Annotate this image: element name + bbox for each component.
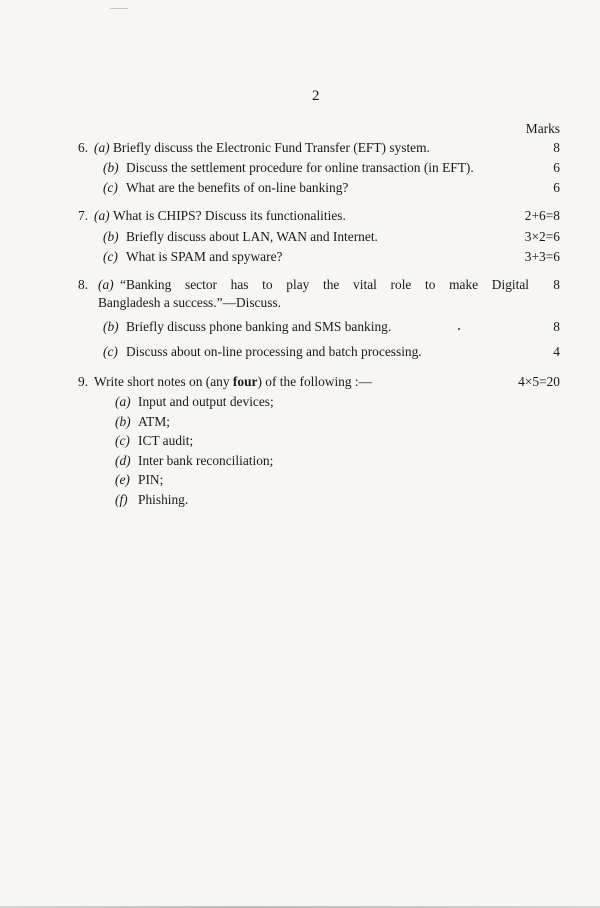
part-text: What is CHIPS? Discuss its functionalities. [113,208,346,223]
part-label: (a) [94,208,110,223]
question-8c [0,342,600,362]
short-note-item [0,451,600,471]
question-6b [0,158,600,178]
item-label: (d) [115,453,131,468]
part-marks: 8 [553,140,560,155]
part-marks: 6 [553,160,560,175]
short-note-item [0,490,600,510]
scan-speck [458,328,460,330]
part-label: (b) [103,319,119,334]
part-label: (c) [103,344,118,359]
question-7a [0,206,600,226]
part-marks: 6 [553,180,560,195]
part-text: What is SPAM and spyware? [126,249,283,264]
item-label: (c) [115,433,130,448]
question-number: 9. [78,374,89,389]
item-text: Inter bank reconciliation; [138,453,274,468]
item-label: (b) [115,414,131,429]
stem-after: ) of the following :— [257,374,373,389]
item-text: ICT audit; [138,433,194,448]
question-stem [94,372,372,392]
question-9-stem [0,372,600,392]
part-label: (a) [98,277,114,292]
part-text-line-1: “Banking sector has to play the vital role to make Digital [120,277,529,292]
part-marks: 4 [553,344,560,359]
part-marks: 3×2=6 [524,229,560,244]
question-7c [0,247,600,267]
part-label: (a) [94,140,110,155]
scan-mark [110,8,128,9]
part-text: Discuss the settlement procedure for online transaction (in EFT). [126,160,474,175]
question-marks: 4×5=20 [518,374,560,389]
stem-before: Write short notes on (any [94,374,233,389]
question-number: 8. [78,277,89,292]
short-note-item [0,412,600,432]
item-label: (e) [115,472,130,487]
part-label: (b) [103,229,119,244]
short-note-item [0,470,600,490]
item-text: ATM; [138,414,170,429]
part-label: (c) [103,180,118,195]
part-marks: 3+3=6 [524,249,560,264]
part-text: Briefly discuss about LAN, WAN and Internet. [126,229,378,244]
part-label: (b) [103,160,119,175]
question-8b [0,317,600,337]
short-note-item [0,392,600,412]
part-text: Briefly discuss phone banking and SMS banking. [126,319,392,334]
stem-bold: four [232,374,258,389]
marks-column-heading: Marks [525,121,560,136]
question-6a [0,138,600,158]
part-text: Discuss about on-line processing and batch processing. [126,344,422,359]
part-text: What are the benefits of on-line banking? [126,180,349,195]
item-text: Phishing. [138,492,189,507]
item-text: Input and output devices; [138,394,274,409]
item-label: (a) [115,394,131,409]
question-number: 6. [78,140,89,155]
part-marks: 8 [553,277,560,292]
part-text: Briefly discuss the Electronic Fund Transfer (EFT) system. [113,140,430,155]
page-number: 2 [312,88,320,104]
question-6c [0,178,600,198]
item-text: PIN; [138,472,164,487]
part-marks: 2+6=8 [524,208,560,223]
question-7b [0,227,600,247]
question-number: 7. [78,208,89,223]
item-label: (f) [115,492,128,507]
question-8a-continued [0,293,600,313]
question-8a [0,275,600,295]
part-marks: 8 [553,319,560,334]
short-note-item [0,431,600,451]
part-text-line-2: Bangladesh a success.”—Discuss. [98,295,281,310]
part-label: (c) [103,249,118,264]
